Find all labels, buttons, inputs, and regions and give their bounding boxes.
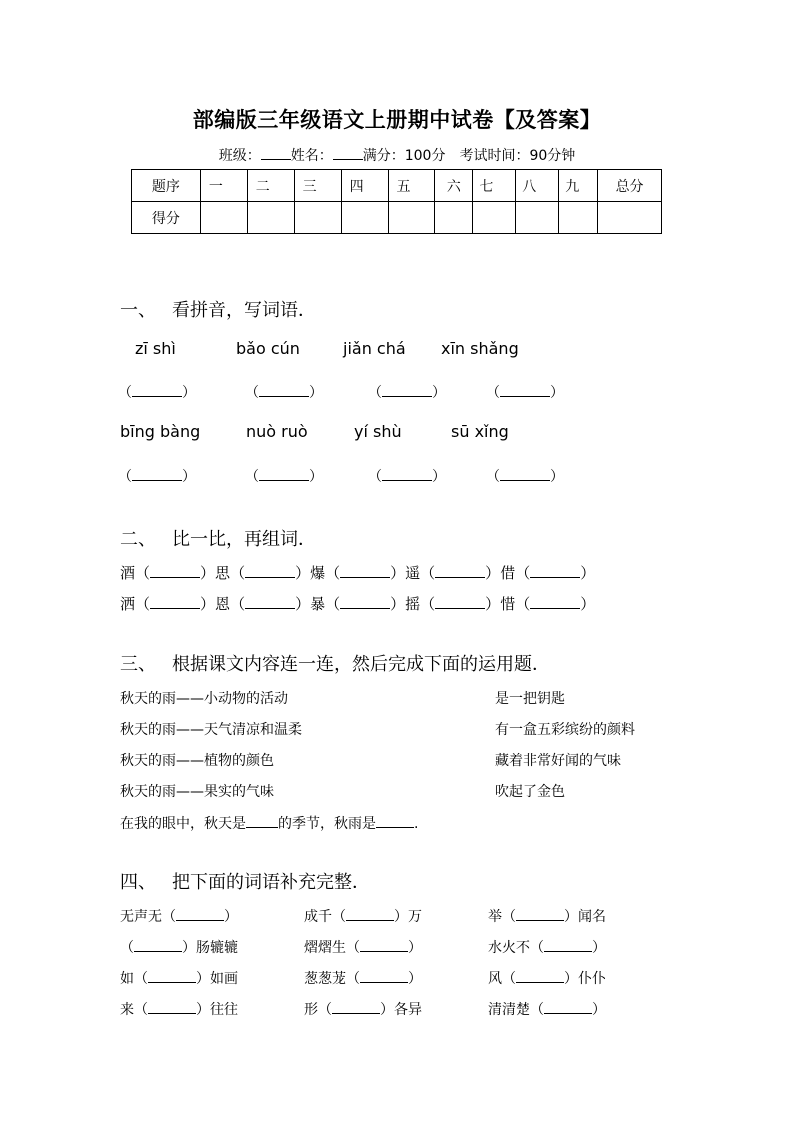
header-cell: 二	[247, 170, 294, 202]
section1-heading	[120, 296, 316, 322]
answer-blank[interactable]: （ ）	[486, 382, 564, 402]
score-table	[131, 169, 662, 234]
answer-blank[interactable]: （ ）	[118, 466, 196, 486]
score-header-row	[132, 170, 662, 202]
section-number: 三、	[120, 654, 156, 675]
score-cell[interactable]	[473, 202, 516, 234]
answer-blank[interactable]	[435, 594, 485, 609]
score-cell[interactable]	[341, 202, 388, 234]
idiom-item: 葱葱茏（ ）	[304, 968, 422, 988]
header-cell: 三	[294, 170, 341, 202]
idiom-item: 形（ ）各异	[304, 999, 422, 1019]
answer-blank[interactable]	[176, 906, 224, 921]
answer-blank[interactable]: （ ）	[245, 382, 323, 402]
answer-blank[interactable]	[376, 813, 414, 828]
idiom-item: 来（ ）往往	[120, 999, 238, 1019]
name-label: 姓名：	[290, 148, 333, 164]
answer-blank[interactable]: （ ）	[368, 466, 446, 486]
page-title: 部编版三年级语文上册期中试卷【及答案】	[192, 108, 602, 132]
pinyin: nuò ruò	[246, 422, 308, 441]
idiom-item: 清清楚（ ）	[488, 999, 606, 1019]
answer-blank[interactable]: （ ）	[245, 466, 323, 486]
score-row-label: 得分	[132, 202, 201, 234]
answer-blank[interactable]	[530, 563, 580, 578]
header-cell: 八	[516, 170, 559, 202]
match-right-item[interactable]: 藏着非常好闻的气味	[495, 753, 621, 769]
match-left-item[interactable]: 秋天的雨——植物的颜色	[120, 753, 274, 769]
idiom-item: 水火不（ ）	[488, 937, 606, 957]
header-cell: 总分	[598, 170, 662, 202]
answer-blank[interactable]	[346, 906, 394, 921]
section2-heading	[120, 525, 316, 551]
score-cell[interactable]	[516, 202, 559, 234]
header-cell: 题序	[132, 170, 201, 202]
pinyin: zī shì	[135, 339, 176, 358]
word-row: 酒（ ）思（ ）爆（ ）遥（ ）借（ ）	[120, 564, 596, 582]
idiom-item: 举（ ）闻名	[488, 906, 606, 926]
section-number: 一、	[120, 300, 156, 321]
answer-blank[interactable]	[245, 594, 295, 609]
score-cell[interactable]	[247, 202, 294, 234]
answer-blank[interactable]	[340, 563, 390, 578]
section3-heading	[120, 650, 550, 676]
answer-blank[interactable]: （ ）	[118, 382, 196, 402]
pinyin: jiǎn chá	[343, 339, 406, 358]
exam-time: 考试时间：90分钟	[459, 148, 576, 164]
answer-blank[interactable]	[150, 563, 200, 578]
pinyin: yí shù	[354, 422, 402, 441]
answer-blank[interactable]	[148, 968, 196, 983]
pinyin: sū xǐng	[451, 422, 509, 441]
idiom-item: 风（ ）仆仆	[488, 968, 606, 988]
pinyin: bīng bàng	[120, 422, 201, 441]
score-cell[interactable]	[598, 202, 662, 234]
idiom-item: 如（ ）如画	[120, 968, 238, 988]
section-title: 看拼音，写词语．	[172, 300, 316, 321]
match-right-item[interactable]: 是一把钥匙	[495, 691, 565, 707]
answer-blank[interactable]: （ ）	[368, 382, 446, 402]
answer-blank[interactable]	[340, 594, 390, 609]
answer-blank[interactable]	[516, 906, 564, 921]
header-cell: 五	[388, 170, 435, 202]
score-cell[interactable]	[294, 202, 341, 234]
idiom-item: 成千（ ）万	[304, 906, 422, 926]
answer-blank[interactable]	[332, 999, 380, 1014]
idiom-item: （ ）肠辘辘	[120, 937, 238, 957]
match-left-item[interactable]: 秋天的雨——小动物的活动	[120, 691, 288, 707]
class-label: 班级：	[218, 148, 261, 164]
match-left-item[interactable]: 秋天的雨——天气清凉和温柔	[120, 722, 302, 738]
answer-blank[interactable]	[245, 563, 295, 578]
answer-blank[interactable]	[435, 563, 485, 578]
match-right-item[interactable]: 有一盒五彩缤纷的颜料	[495, 722, 635, 738]
answer-blank[interactable]	[544, 937, 592, 952]
score-cell[interactable]	[200, 202, 247, 234]
score-cell[interactable]	[559, 202, 598, 234]
score-cell[interactable]	[388, 202, 435, 234]
section-title: 把下面的词语补充完整．	[172, 872, 370, 893]
section-title: 根据课文内容连一连，然后完成下面的运用题．	[172, 654, 550, 675]
header-cell: 四	[341, 170, 388, 202]
name-field[interactable]	[333, 147, 363, 160]
header-cell: 一	[200, 170, 247, 202]
header-cell: 七	[473, 170, 516, 202]
section-number: 四、	[120, 872, 156, 893]
pinyin: bǎo cún	[236, 339, 300, 358]
section-title: 比一比，再组词．	[172, 529, 316, 550]
exam-info	[0, 145, 794, 165]
idiom-item: 熠熠生（ ）	[304, 937, 422, 957]
answer-blank[interactable]	[134, 937, 182, 952]
answer-blank[interactable]	[544, 999, 592, 1014]
class-field[interactable]	[261, 147, 291, 160]
answer-blank[interactable]	[516, 968, 564, 983]
answer-blank[interactable]	[246, 813, 278, 828]
pinyin: xīn shǎng	[441, 339, 519, 358]
header-cell: 九	[559, 170, 598, 202]
idiom-item: 无声无（ ）	[120, 906, 238, 926]
full-marks: 满分：100分	[362, 148, 446, 164]
answer-blank[interactable]	[360, 937, 408, 952]
match-left-item[interactable]: 秋天的雨——果实的气味	[120, 784, 274, 800]
answer-blank[interactable]	[148, 999, 196, 1014]
section-number: 二、	[120, 529, 156, 550]
section4-heading	[120, 868, 370, 894]
header-cell: 六	[435, 170, 473, 202]
answer-blank[interactable]	[150, 594, 200, 609]
fill-sentence: 在我的眼中，秋天是 的季节，秋雨是 .	[120, 813, 418, 833]
answer-blank[interactable]	[530, 594, 580, 609]
score-row	[132, 202, 662, 234]
answer-blank[interactable]	[360, 968, 408, 983]
answer-blank[interactable]: （ ）	[486, 466, 564, 486]
word-row: 洒（ ）恩（ ）暴（ ）摇（ ）惜（ ）	[120, 595, 596, 613]
match-right-item[interactable]: 吹起了金色	[495, 784, 565, 800]
score-cell[interactable]	[435, 202, 473, 234]
